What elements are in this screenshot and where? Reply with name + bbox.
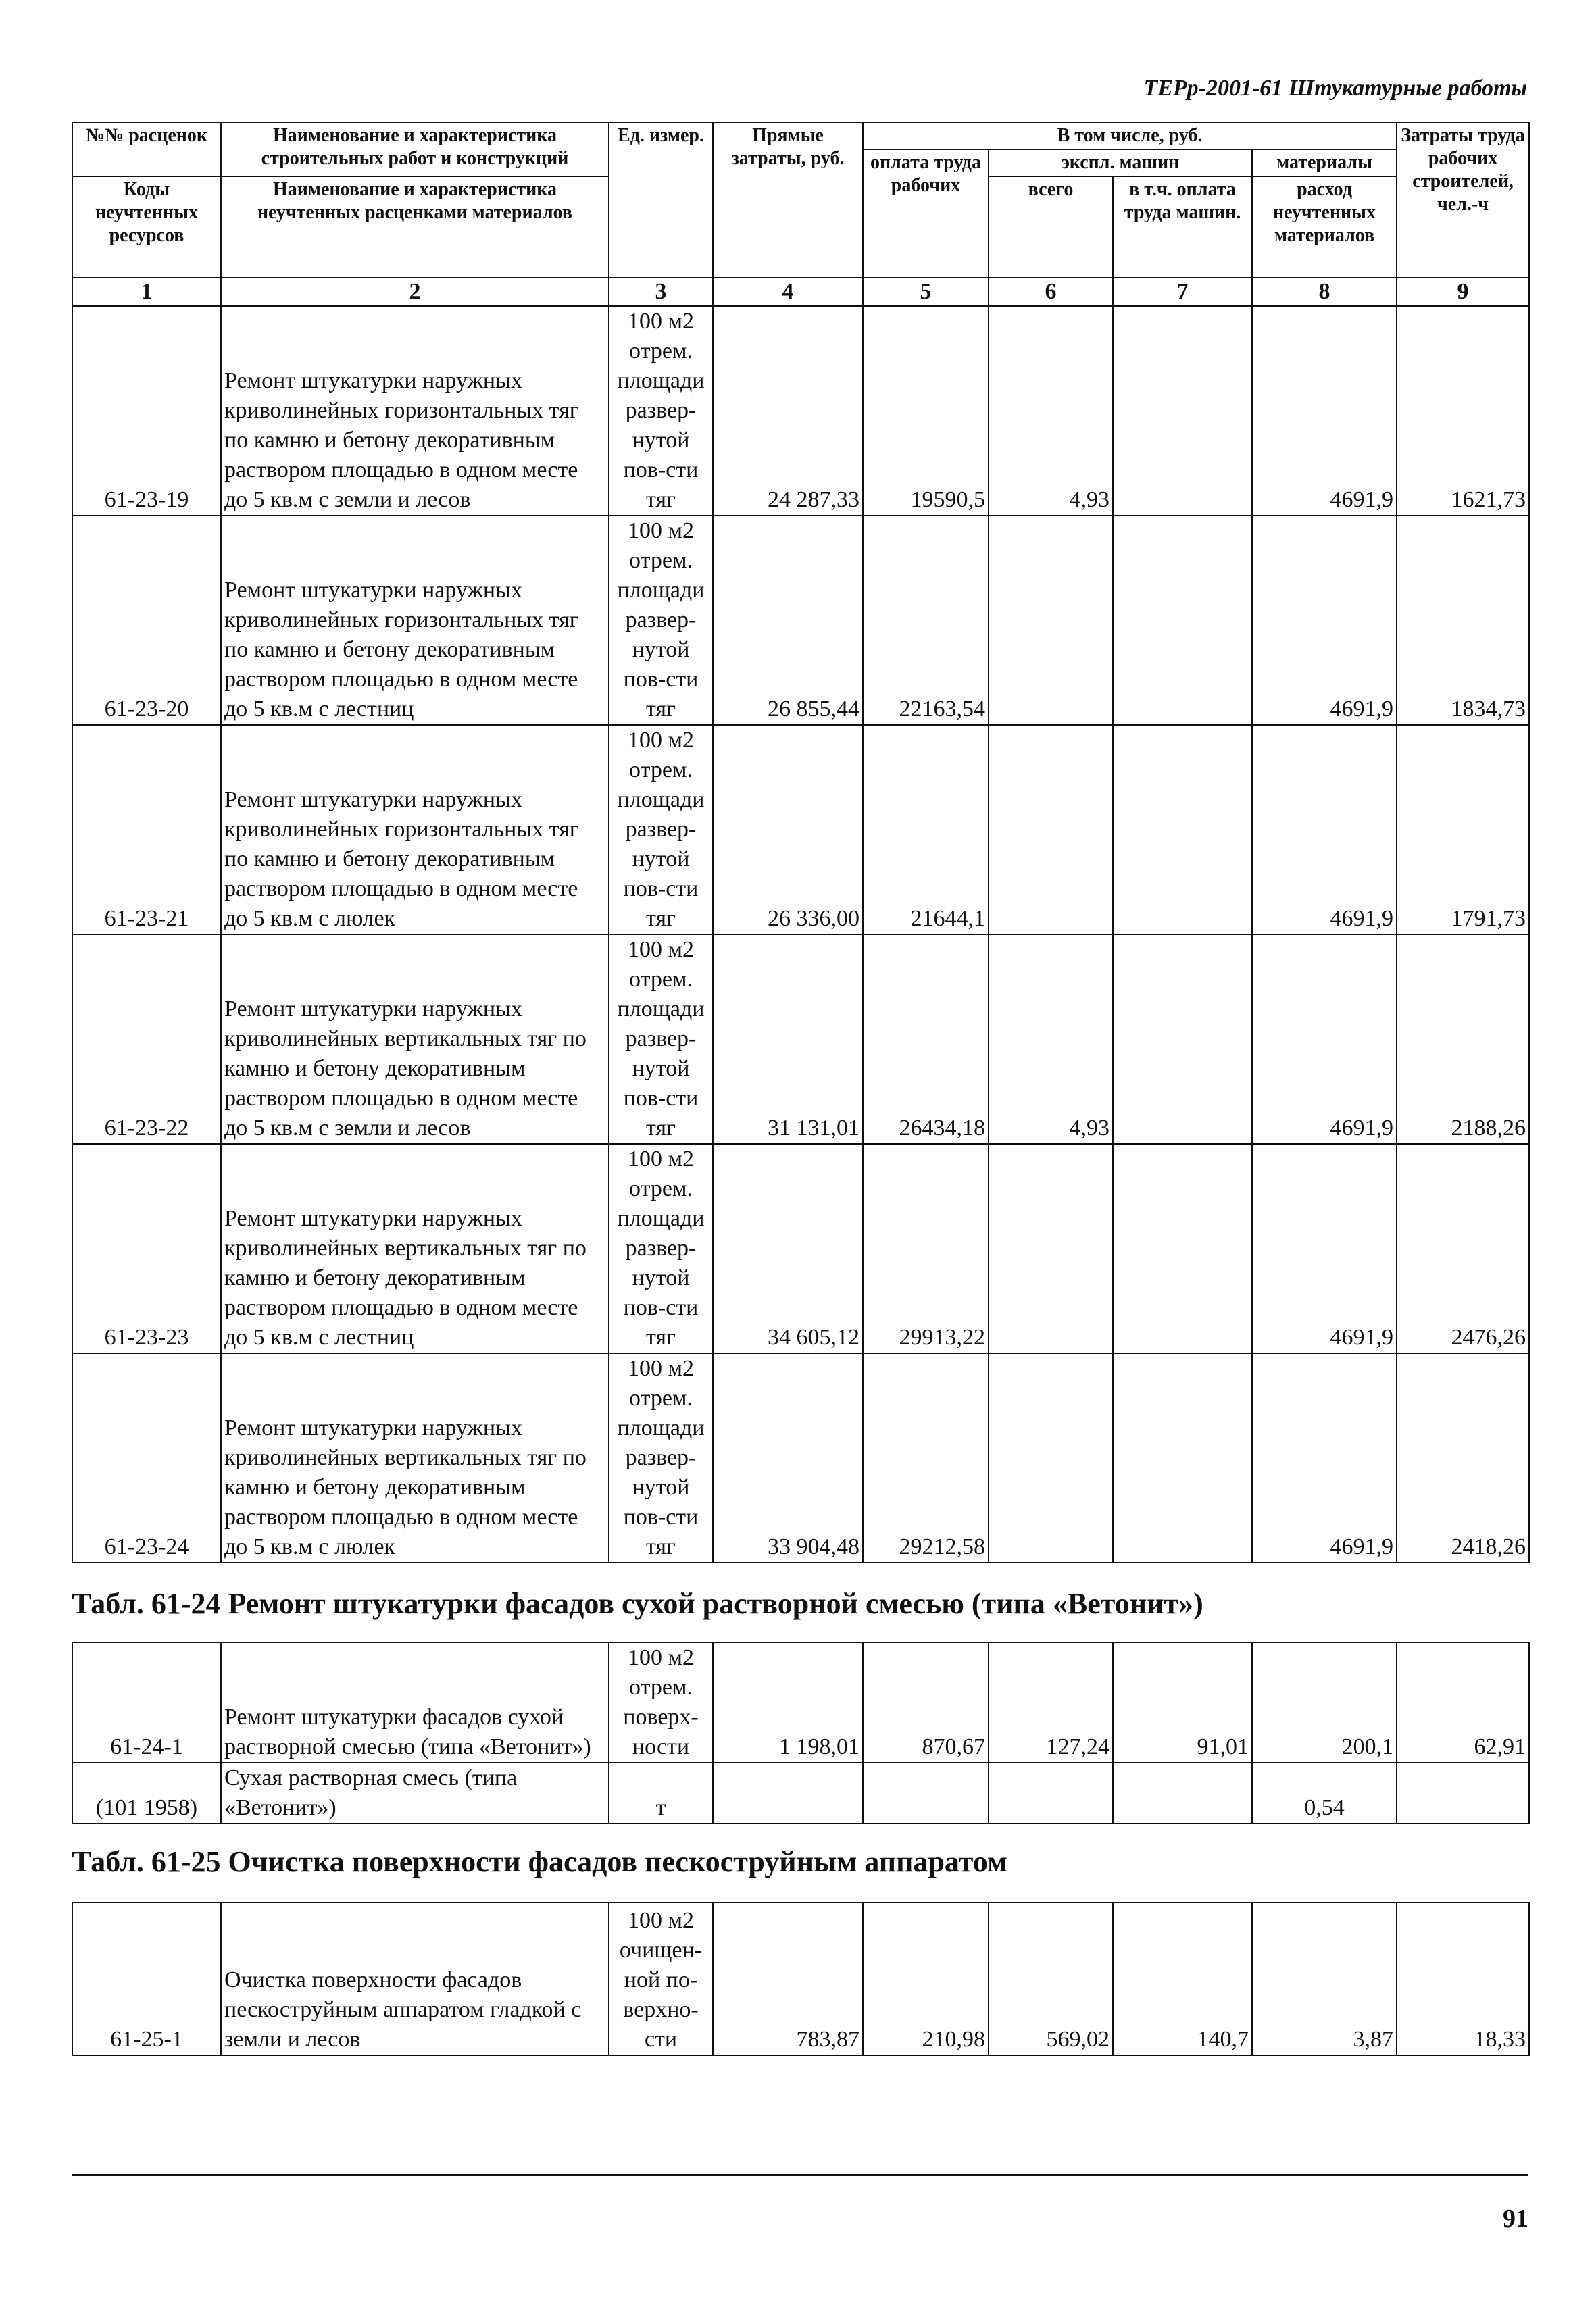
col-header-material-name: Наименование и характеристика неучтенных расценками материалов	[221, 176, 609, 278]
materials: 4691,9	[1252, 934, 1397, 1144]
direct-costs	[713, 1763, 863, 1823]
col-header-worker-pay: оплата труда рабочих	[863, 149, 989, 278]
labor-hours: 1834,73	[1397, 515, 1529, 725]
rates-table-61-23	[72, 122, 1530, 1563]
col-number: 1	[72, 278, 221, 306]
footer-divider	[72, 2174, 1528, 2176]
col-header-direct-costs: Прямые затраты, руб.	[713, 122, 863, 278]
labor-hours: 2188,26	[1397, 934, 1529, 1144]
work-name: Ремонт штукатурки наружных криволинейных вертикальных тяг по камню и бетону декоративным раствором площадью в одном месте до 5 кв.м с люлек	[221, 1353, 609, 1563]
machine-labor: 140,7	[1113, 1903, 1252, 2055]
worker-pay: 29913,22	[863, 1144, 989, 1353]
rate-code: 61-23-20	[72, 515, 221, 725]
machine-total	[989, 1144, 1113, 1353]
rate-code: 61-23-23	[72, 1144, 221, 1353]
machine-total: 127,24	[989, 1642, 1113, 1763]
machine-total	[989, 1353, 1113, 1563]
unit: 100 м2 отрем. площади развер-нутой пов-сти тяг	[609, 725, 713, 934]
direct-costs: 33 904,48	[713, 1353, 863, 1563]
col-number: 2	[221, 278, 609, 306]
unit: т	[609, 1763, 713, 1823]
work-name: Ремонт штукатурки наружных криволинейных горизонтальных тяг по камню и бетону декоративным раствором площадью в одном месте до 5 кв.м с земли и лесов	[221, 306, 609, 515]
table-row	[72, 1642, 1529, 1763]
worker-pay: 26434,18	[863, 934, 989, 1144]
rate-code: 61-23-24	[72, 1353, 221, 1563]
rates-table-61-25	[72, 1902, 1530, 2056]
material-name: Сухая растворная смесь (типа «Ветонит»)	[221, 1763, 609, 1823]
direct-costs: 34 605,12	[713, 1144, 863, 1353]
machine-total	[989, 725, 1113, 934]
machine-total	[989, 515, 1113, 725]
resource-code: (101 1958)	[72, 1763, 221, 1823]
materials: 4691,9	[1252, 306, 1397, 515]
col-header-resource-codes: Коды неучтенных ресурсов	[72, 176, 221, 278]
table-title-61-24: Табл. 61-24 Ремонт штукатурки фасадов сухой растворной смесью (типа «Ветонит»)	[72, 1587, 1203, 1620]
machine-labor: 91,01	[1113, 1642, 1252, 1763]
col-number: 6	[989, 278, 1113, 306]
machine-labor	[1113, 1144, 1252, 1353]
table-row	[72, 725, 1529, 934]
rate-code: 61-23-21	[72, 725, 221, 934]
machine-labor	[1113, 515, 1252, 725]
labor-hours: 62,91	[1397, 1642, 1529, 1763]
worker-pay	[863, 1763, 989, 1823]
unit: 100 м2 отрем. площади развер-нутой пов-сти тяг	[609, 934, 713, 1144]
col-number: 4	[713, 278, 863, 306]
labor-hours: 2476,26	[1397, 1144, 1529, 1353]
unit: 100 м2 отрем. площади развер-нутой пов-сти тяг	[609, 515, 713, 725]
table-row	[72, 1353, 1529, 1563]
col-header-including: В том числе, руб.	[863, 122, 1397, 149]
col-header-unit: Ед. измер.	[609, 122, 713, 278]
worker-pay: 29212,58	[863, 1353, 989, 1563]
machine-total	[989, 1763, 1113, 1823]
resource-row	[72, 1763, 1529, 1823]
direct-costs: 24 287,33	[713, 306, 863, 515]
worker-pay: 870,67	[863, 1642, 989, 1763]
direct-costs: 1 198,01	[713, 1642, 863, 1763]
materials: 4691,9	[1252, 1353, 1397, 1563]
labor-hours: 18,33	[1397, 1903, 1529, 2055]
unit: 100 м2 отрем. площади развер-нутой пов-сти тяг	[609, 1353, 713, 1563]
worker-pay: 19590,5	[863, 306, 989, 515]
page-header-title: ТЕРр-2001-61 Штукатурные работы	[1143, 76, 1527, 101]
table-title-61-25: Табл. 61-25 Очистка поверхности фасадов пескоструйным аппаратом	[72, 1845, 1007, 1878]
work-name: Ремонт штукатурки наружных криволинейных вертикальных тяг по камню и бетону декоративным раствором площадью в одном месте до 5 кв.м с земли и лесов	[221, 934, 609, 1144]
table-row	[72, 306, 1529, 515]
table-row	[72, 1903, 1529, 2055]
col-header-machine-total: всего	[989, 176, 1113, 278]
machine-labor	[1113, 1763, 1252, 1823]
direct-costs: 26 336,00	[713, 725, 863, 934]
work-name: Ремонт штукатурки наружных криволинейных горизонтальных тяг по камню и бетону декоративным раствором площадью в одном месте до 5 кв.м с лестниц	[221, 515, 609, 725]
rate-code: 61-24-1	[72, 1642, 221, 1763]
labor-hours	[1397, 1763, 1529, 1823]
rate-code: 61-25-1	[72, 1903, 221, 2055]
work-name: Ремонт штукатурки фасадов сухой растворной смесью (типа «Ветонит»)	[221, 1642, 609, 1763]
col-header-material-consumption: расход неучтенных материалов	[1252, 176, 1397, 278]
labor-hours: 2418,26	[1397, 1353, 1529, 1563]
labor-hours: 1791,73	[1397, 725, 1529, 934]
materials: 4691,9	[1252, 725, 1397, 934]
col-number: 8	[1252, 278, 1397, 306]
direct-costs: 26 855,44	[713, 515, 863, 725]
materials: 200,1	[1252, 1642, 1397, 1763]
rate-code: 61-23-22	[72, 934, 221, 1144]
col-number: 5	[863, 278, 989, 306]
work-name: Ремонт штукатурки наружных криволинейных горизонтальных тяг по камню и бетону декоративным раствором площадью в одном месте до 5 кв.м с люлек	[221, 725, 609, 934]
col-number: 9	[1397, 278, 1529, 306]
work-name: Очистка поверхности фасадов пескоструйным аппаратом гладкой с земли и лесов	[221, 1903, 609, 2055]
col-header-labor-hours: Затраты труда рабочих строителей, чел.-ч	[1397, 122, 1529, 278]
machine-labor	[1113, 725, 1252, 934]
page-number: 91	[1503, 2205, 1528, 2233]
machine-labor	[1113, 306, 1252, 515]
materials: 4691,9	[1252, 1144, 1397, 1353]
col-header-machine-labor: в т.ч. оплата труда машин.	[1113, 176, 1252, 278]
work-name: Ремонт штукатурки наружных криволинейных вертикальных тяг по камню и бетону декоративным раствором площадью в одном месте до 5 кв.м с лестниц	[221, 1144, 609, 1353]
rate-code: 61-23-19	[72, 306, 221, 515]
worker-pay: 210,98	[863, 1903, 989, 2055]
direct-costs: 783,87	[713, 1903, 863, 2055]
labor-hours: 1621,73	[1397, 306, 1529, 515]
col-header-materials: материалы	[1252, 149, 1397, 176]
col-header-rate-number: №№ расценок	[72, 122, 221, 176]
worker-pay: 22163,54	[863, 515, 989, 725]
table-row	[72, 1144, 1529, 1353]
materials: 4691,9	[1252, 515, 1397, 725]
col-header-work-name: Наименование и характеристика строительных работ и конструкций	[221, 122, 609, 176]
unit: 100 м2 отрем. поверх-ности	[609, 1642, 713, 1763]
worker-pay: 21644,1	[863, 725, 989, 934]
material-consumption: 0,54	[1252, 1763, 1397, 1823]
table-row	[72, 934, 1529, 1144]
machine-labor	[1113, 934, 1252, 1144]
direct-costs: 31 131,01	[713, 934, 863, 1144]
col-header-machine-operation: экспл. машин	[989, 149, 1252, 176]
table-row	[72, 515, 1529, 725]
col-number: 3	[609, 278, 713, 306]
machine-total: 4,93	[989, 306, 1113, 515]
unit: 100 м2 отрем. площади развер-нутой пов-сти тяг	[609, 1144, 713, 1353]
col-number: 7	[1113, 278, 1252, 306]
machine-labor	[1113, 1353, 1252, 1563]
unit: 100 м2 очищен-ной по-верхно-сти	[609, 1903, 713, 2055]
unit: 100 м2 отрем. площади развер-нутой пов-сти тяг	[609, 306, 713, 515]
machine-total: 569,02	[989, 1903, 1113, 2055]
machine-total: 4,93	[989, 934, 1113, 1144]
materials: 3,87	[1252, 1903, 1397, 2055]
rates-table-61-24	[72, 1642, 1530, 1824]
